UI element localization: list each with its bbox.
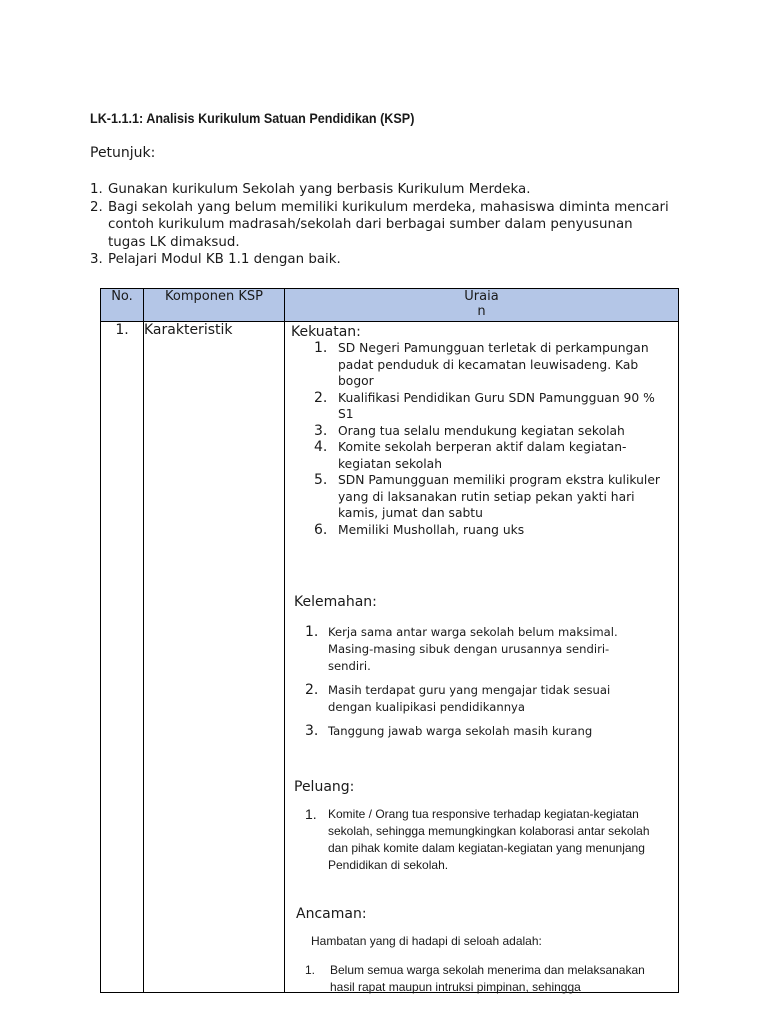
list-item xyxy=(314,522,674,539)
petunjuk-label: Petunjuk: xyxy=(90,145,156,161)
instruction-item xyxy=(90,251,670,269)
list-item xyxy=(314,472,674,522)
list-item xyxy=(305,806,655,874)
item-text: SD Negeri Pamungguan terletak di perkampungan padat penduduk di kecamatan leuwisadeng. Kab bogor xyxy=(338,341,649,388)
list-number: 1. xyxy=(305,806,317,822)
list-number: 6. xyxy=(314,521,328,538)
header-uraian xyxy=(285,289,679,322)
table-row xyxy=(101,322,679,993)
header-uraian-line1: Uraia xyxy=(464,289,499,304)
list-number: 4. xyxy=(314,439,328,455)
list-item xyxy=(314,340,674,390)
peluang-list xyxy=(305,806,655,874)
table-header-row xyxy=(101,289,679,322)
item-text: Masih terdapat guru yang mengajar tidak sesuai dengan kualipikasi pendidikannya xyxy=(328,683,611,714)
instruction-item xyxy=(90,181,670,199)
document-title: LK-1.1.1: Analisis Kurikulum Satuan Pendidikan (KSP) xyxy=(90,110,415,126)
cell-uraian xyxy=(285,322,679,993)
header-no: No. xyxy=(101,289,144,322)
list-number: 3. xyxy=(305,723,319,739)
list-number: 2. xyxy=(90,199,103,215)
item-text: Kualifikasi Pendidikan Guru SDN Pamungguan 90 % S1 xyxy=(338,390,655,421)
item-text: Komite / Orang tua responsive terhadap kegiatan-kegiatan sekolah, sehingga memungkingkan kolaborasi antar sekolah dan pihak komite dalam kegiatan-kegiatan yang menunjang Pendidikan di sekolah. xyxy=(328,807,650,872)
kekuatan-list xyxy=(314,340,674,538)
cell-no: 1. xyxy=(101,322,144,993)
list-number: 1. xyxy=(305,963,316,977)
header-uraian-line2: n xyxy=(477,304,486,319)
list-number: 2. xyxy=(305,682,319,698)
item-text: Komite sekolah berperan aktif dalam kegiatan-kegiatan sekolah xyxy=(338,440,627,471)
kekuatan-label: Kekuatan: xyxy=(291,324,361,340)
item-text: Memiliki Mushollah, ruang uks xyxy=(338,522,525,537)
list-number: 5. xyxy=(314,472,328,488)
list-number: 1. xyxy=(305,624,319,640)
cell-komponen: Karakteristik xyxy=(144,322,285,993)
item-text: Belum semua warga sekolah menerima dan melaksanakan hasil rapat maupun intruksi pimpinan, sehingga xyxy=(330,963,645,994)
instruction-text: Pelajari Modul KB 1.1 dengan baik. xyxy=(108,252,341,267)
item-text: Tanggung jawab warga sekolah masih kurang xyxy=(328,724,593,738)
list-item xyxy=(305,723,645,740)
list-item xyxy=(314,390,674,423)
list-item xyxy=(314,423,674,440)
list-number: 1. xyxy=(90,182,103,197)
instruction-list xyxy=(90,181,670,269)
item-text: Kerja sama antar warga sekolah belum maksimal. Masing-masing sibuk dengan urusannya sendiri-sendiri. xyxy=(328,625,618,673)
ksp-analysis-table xyxy=(100,288,679,993)
header-komponen: Komponen KSP xyxy=(144,289,285,322)
list-number: 2. xyxy=(314,389,328,406)
item-text: Orang tua selalu mendukung kegiatan sekolah xyxy=(338,423,625,438)
item-text: SDN Pamungguan memiliki program ekstra kulikuler yang di laksanakan rutin setiap pekan yakti hari kamis, jumat dan sabtu xyxy=(338,473,660,520)
list-number: 1. xyxy=(314,340,328,356)
list-item xyxy=(305,962,665,996)
list-item xyxy=(314,439,674,472)
list-number: 3. xyxy=(90,252,103,267)
kelemahan-label: Kelemahan: xyxy=(294,594,377,610)
ancaman-list xyxy=(305,962,665,996)
instruction-text: Gunakan kurikulum Sekolah yang berbasis Kurikulum Merdeka. xyxy=(108,182,531,197)
list-item xyxy=(305,682,645,716)
list-item xyxy=(305,624,645,675)
peluang-label: Peluang: xyxy=(294,779,355,795)
instruction-text: Bagi sekolah yang belum memiliki kurikulum merdeka, mahasiswa diminta mencari contoh kurikulum madrasah/sekolah dari berbagai sumber dalam penyusunan tugas LK dimaksud. xyxy=(108,199,669,250)
kelemahan-list xyxy=(305,624,645,747)
instruction-item xyxy=(90,199,670,252)
ancaman-label: Ancaman: xyxy=(296,906,367,922)
list-number: 3. xyxy=(314,422,328,439)
ancaman-intro: Hambatan yang di hadapi di seloah adalah: xyxy=(311,934,542,948)
